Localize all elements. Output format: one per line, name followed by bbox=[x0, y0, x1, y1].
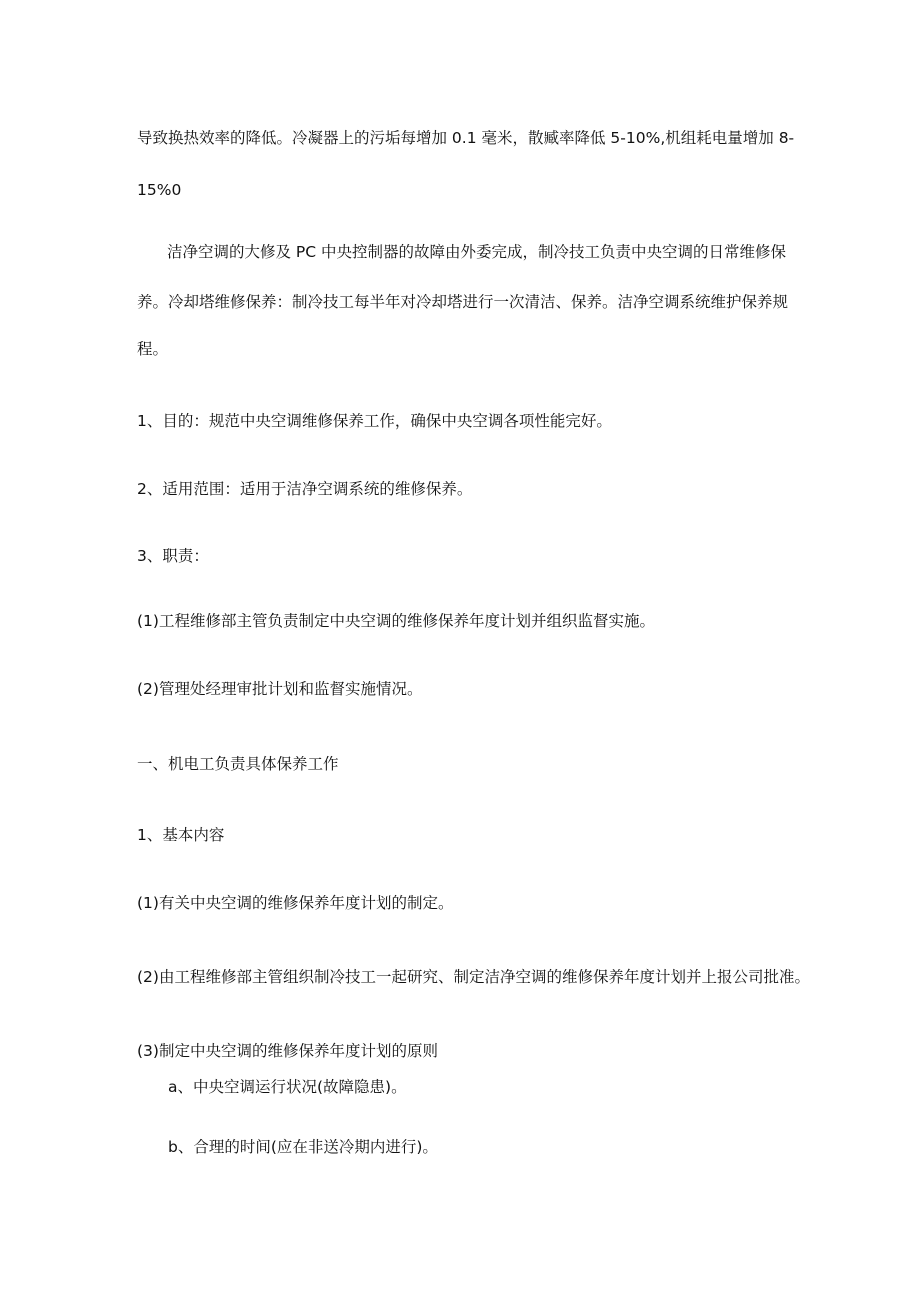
basic-content-title: 1、基本内容 bbox=[137, 826, 225, 844]
basic-item-2: (2)由工程维修部主管组织制冷技工一起研究、制定洁净空调的维修保养年度计划并上报公司批准。 bbox=[137, 968, 810, 986]
principle-a: a、中央空调运行状况(故障隐患)。 bbox=[168, 1078, 407, 1096]
section-1-title: 一、机电工负责具体保养工作 bbox=[137, 755, 339, 773]
principle-b: b、合理的时间(应在非送冷期内进行)。 bbox=[168, 1138, 438, 1156]
duty-1: (1)工程维修部主管负责制定中央空调的维修保养年度计划并组织监督实施。 bbox=[137, 612, 655, 630]
item-scope: 2、适用范围：适用于洁净空调系统的维修保养。 bbox=[137, 480, 473, 498]
item-duties: 3、职责： bbox=[137, 547, 209, 565]
duty-2: (2)管理处经理审批计划和监督实施情况。 bbox=[137, 680, 423, 698]
basic-item-1: (1)有关中央空调的维修保养年度计划的制定。 bbox=[137, 894, 454, 912]
paragraph-1-line-1: 洁净空调的大修及 PC 中央控制器的故障由外委完成，制冷技工负责中央空调的日常维修保 bbox=[167, 243, 787, 261]
basic-item-3: (3)制定中央空调的维修保养年度计划的原则 bbox=[137, 1042, 438, 1060]
item-purpose: 1、目的：规范中央空调维修保养工作，确保中央空调各项性能完好。 bbox=[137, 412, 612, 430]
intro-line-1: 导致换热效率的降低。冷凝器上的污垢每增加 0.1 毫米，散臧率降低 5-10%,机组耗电量增加 8- bbox=[137, 129, 795, 147]
paragraph-1-line-3: 程。 bbox=[137, 340, 169, 358]
paragraph-1-line-2: 养。冷却塔维修保养：制冷技工每半年对冷却塔进行一次清洁、保养。洁净空调系统维护保养规 bbox=[137, 293, 789, 311]
intro-line-2: 15%0 bbox=[137, 181, 182, 199]
